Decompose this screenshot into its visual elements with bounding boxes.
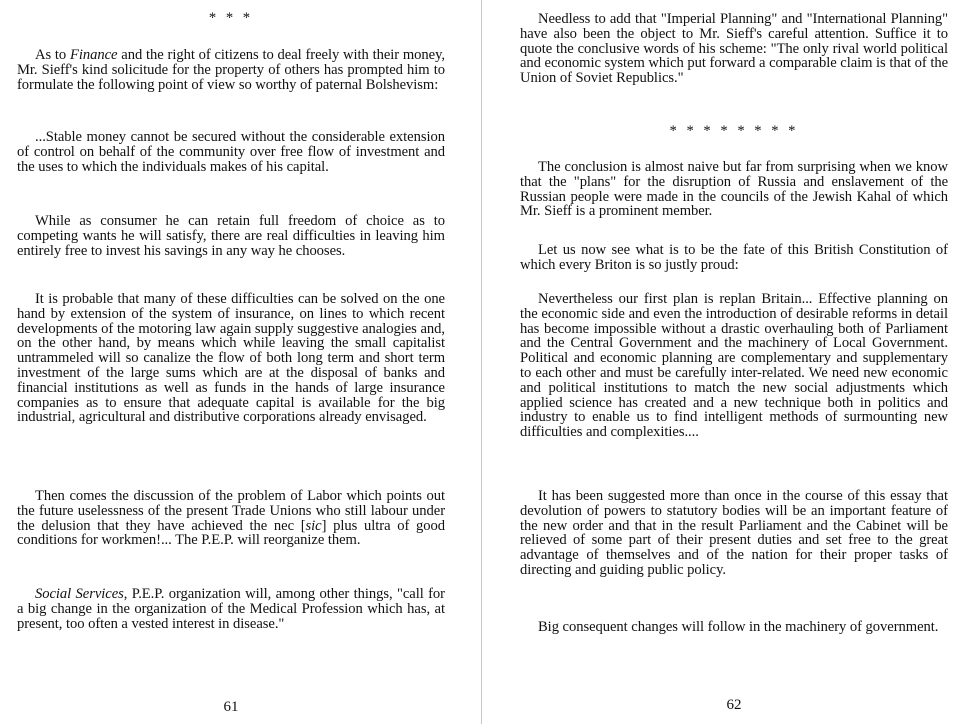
quoted-paragraph-replan-britain: Nevertheless our first plan is replan Britain... Effective planning on the economic side and even the introduction of desirable reforms in detail has become impossible without a drastic overhauling both of Parliament and the Central Government and the machinery of Local Government. Political and economic planning are complementary and supplementary to each other and must be carefully inter-related. We need new economic and political institutions to match the new social adjustments which applied science has created and a new technique both in politics and industry to enable us to find intelligent methods of surmounting new difficulties and complexities....	[520, 291, 948, 441]
quoted-paragraph-consumer: While as consumer he can retain full freedom of choice as to competing wants he will satisfy, there are real difficulties in leaving him entirely free to invest his savings in any way he chooses.	[17, 213, 445, 259]
right-page	[520, 0, 948, 724]
paragraph-text: and the right of citizens to deal freely with their money, Mr. Sieff's kind solicitude for the property of others has prompted him to formulate the following point of view so worthy of paternal Bolshevism:	[17, 47, 445, 93]
section-separator: * * *	[208, 10, 254, 26]
paragraph-finance	[17, 48, 445, 92]
paragraph-text: , P.E.P. organization will, among other things, "call for a big change in the organization of the Medical Profession which has, at present, too often a vested interest in disease."	[17, 586, 445, 632]
paragraph-conclusion: The conclusion is almost naive but far from surprising when we know that the "plans" for the disruption of Russia and enslavement of the Russian people were made in the councils of the Jewish Kahal of which Mr. Sieff is a prominent member.	[520, 159, 948, 220]
page-number-left: 61	[223, 699, 239, 715]
paragraph-british-constitution: Let us now see what is to be the fate of this British Constitution of which every Briton is so justly proud:	[520, 242, 948, 273]
page-gutter	[481, 0, 482, 724]
italic-term-sic: sic	[305, 517, 322, 534]
quoted-paragraph-machinery: Big consequent changes will follow in the machinery of government.	[538, 619, 939, 635]
italic-term-social-services: Social Services	[35, 586, 124, 602]
quoted-paragraph-devolution: It has been suggested more than once in the course of this essay that devolution of powers to statutory bodies will be an important feature of the new order and that in the result Parliament and the Cabinet will be relieved of some part of their present duties and set free to the great advantage of themselves and of the nation for their proper tasks of directing and guiding public policy.	[520, 488, 948, 578]
paragraph-imperial-planning: Needless to add that "Imperial Planning" and "International Planning" have also been the object to Mr. Sieff's careful attention. Suffice it to quote the conclusive words of his scheme: "The only rival world political and economic system which put forward a comparable claim is that of the Union of Soviet Republics."	[520, 11, 948, 87]
page-number-right: 62	[726, 697, 742, 713]
paragraph-labor	[17, 489, 445, 548]
paragraph-text: As to	[35, 47, 70, 63]
italic-term-finance: Finance	[70, 47, 118, 63]
quoted-paragraph-stable-money: ...Stable money cannot be secured without the considerable extension of control on behalf of the community over free flow of investment and the uses to which the individuals makes of his capital.	[17, 129, 445, 175]
paragraph-social-services	[17, 587, 445, 631]
paragraph-text: ] plus ultra of good conditions for workmen!... The P.E.P. will reorganize them.	[17, 517, 445, 549]
paragraph-text: Then comes the discussion of the problem of Labor which points out the future uselessness of the present Trade Unions who still labour under the delusion that they have achieved the nec [	[17, 488, 445, 534]
quoted-paragraph-insurance: It is probable that many of these difficulties can be solved on the one hand by extension of the system of insurance, on lines to which recent developments of the motoring law again supply suggestive analogies and, on the other hand, by means which while leaving the small capitalist untrammeled will so canalize the flow of both long term and short term investment of the large sums which are at the disposal of banks and financial institutions as well as funds in the hands of large insurance companies as to ensure that adequate capital is available for the big industrial, agricultural and distributive corporations already envisaged.	[17, 291, 445, 426]
section-separator: * * * * * * * *	[669, 123, 799, 139]
left-page	[17, 0, 445, 724]
